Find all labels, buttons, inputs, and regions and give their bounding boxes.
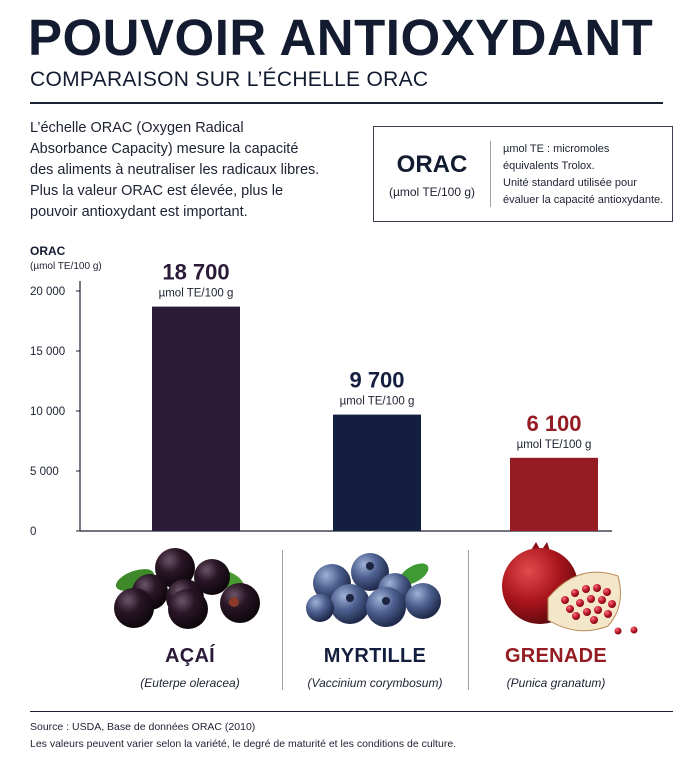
legend-line: évaluer la capacité antioxydante.: [503, 194, 664, 206]
page-title: POUVOIR ANTIOXYDANT: [28, 9, 654, 66]
page-subtitle: COMPARAISON SUR L’ÉCHELLE ORAC: [30, 68, 429, 91]
y-tick-label: 20 000: [30, 286, 66, 298]
fruit-separator: [282, 550, 283, 690]
latin-name-grenade: (Punica granatum): [506, 676, 606, 690]
footer-divider: [30, 711, 673, 712]
blueberries-illustration: [306, 553, 441, 627]
y-tick-label: 5 000: [30, 466, 59, 478]
variation-note: Les valeurs peuvent varier selon la variété, le degré de maturité et les conditions de culture.: [30, 738, 457, 750]
fruit-name-acai: AÇAÍ: [164, 645, 216, 667]
y-axis-title: ORAC: [30, 244, 66, 258]
bar-1: [333, 415, 421, 531]
y-tick-label: 10 000: [30, 406, 66, 418]
fruit-name-grenade: GRENADE: [504, 645, 608, 667]
bar-value-unit: µmol TE/100 g: [516, 438, 592, 451]
legend-unit: (µmol TE/100 g): [388, 185, 476, 199]
source-note: Source : USDA, Base de données ORAC (2010): [30, 721, 256, 733]
legend-line: Unité standard utilisée pour: [503, 177, 637, 189]
bar-value-label: 9 700: [349, 367, 405, 393]
y-tick-label: 15 000: [30, 346, 66, 358]
latin-name-acai: (Euterpe oleracea): [140, 676, 240, 690]
latin-name-myrtille: (Vaccinium corymbosum): [307, 676, 443, 690]
bar-0: [152, 307, 240, 531]
legend-word: ORAC: [396, 151, 468, 178]
bar-value-label: 6 100: [526, 410, 582, 436]
legend-line: équivalents Trolox.: [503, 160, 595, 172]
bar-value-label: 18 700: [162, 259, 230, 285]
bar-value-unit: µmol TE/100 g: [158, 287, 234, 300]
pomegranate-illustration: [502, 542, 638, 635]
intro-paragraph: L’échelle ORAC (Oxygen Radical Absorbance Capacity) mesure la capacité des aliments à neutraliser les radicaux libres. Plus la valeur ORAC est élevée, plus le pouvoir antioxydant est important.: [30, 120, 320, 220]
bar-value-unit: µmol TE/100 g: [339, 395, 415, 408]
y-axis-unit: (µmol TE/100 g): [30, 261, 102, 272]
fruit-separator: [468, 550, 469, 690]
fruit-name-myrtille: MYRTILLE: [323, 645, 427, 667]
legend-line: µmol TE : micromoles: [503, 143, 610, 155]
y-tick-label: 0: [30, 526, 37, 538]
bar-2: [510, 458, 598, 531]
acai-berries-illustration: [113, 548, 260, 629]
